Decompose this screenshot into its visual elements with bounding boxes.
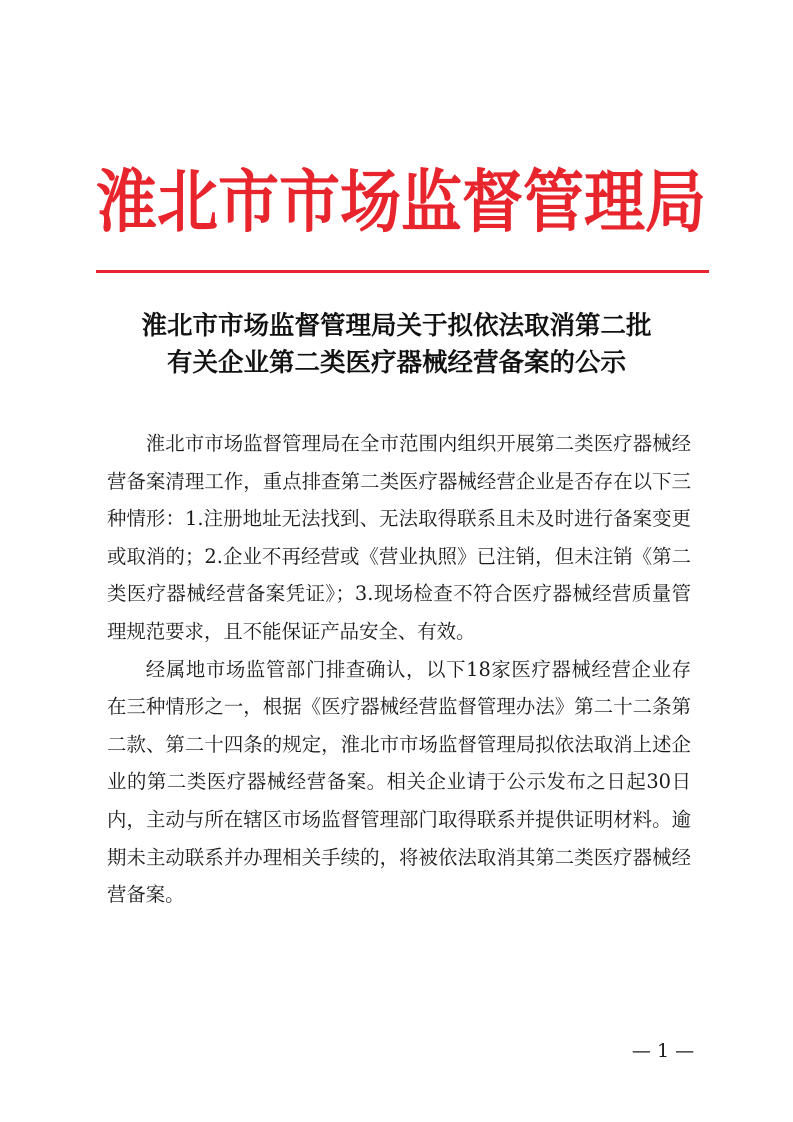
document-body: [107, 425, 691, 914]
agency-header: 淮北市市场监督管理局: [96, 162, 707, 243]
document-title-line-1: 淮北市市场监督管理局关于拟依法取消第二批: [141, 311, 652, 341]
document-title: [90, 308, 703, 382]
body-paragraph-1: 淮北市市场监督管理局在全市范围内组织开展第二类医疗器械经营备案清理工作，重点排查第二类医疗器械经营企业是否存在以下三种情形：1.注册地址无法找到、无法取得联系且未及时进行备案变更或取消的；2.企业不再经营或《营业执照》已注销，但未注销《第二类医疗器械经营备案凭证》；3.现场检查不符合医疗器械经营质量管理规范要求，且不能保证产品安全、有效。: [107, 432, 691, 643]
document-title-line-2: 有关企业第二类医疗器械经营备案的公示: [166, 348, 626, 378]
page-number: — 1 —: [631, 1040, 695, 1062]
red-divider-line: [96, 270, 709, 273]
body-paragraph-2: 经属地市场监管部门排查确认，以下18家医疗器械经营企业存在三种情形之一，根据《医疗器械经营监督管理办法》第二十二条第二款、第二十四条的规定，淮北市市场监督管理局拟依法取消上述企业的第二类医疗器械经营备案。相关企业请于公示发布之日起30日内，主动与所在辖区市场监督管理部门取得联系并提供证明材料。逾期未主动联系并办理相关手续的，将被依法取消其第二类医疗器械经营备案。: [107, 657, 691, 907]
